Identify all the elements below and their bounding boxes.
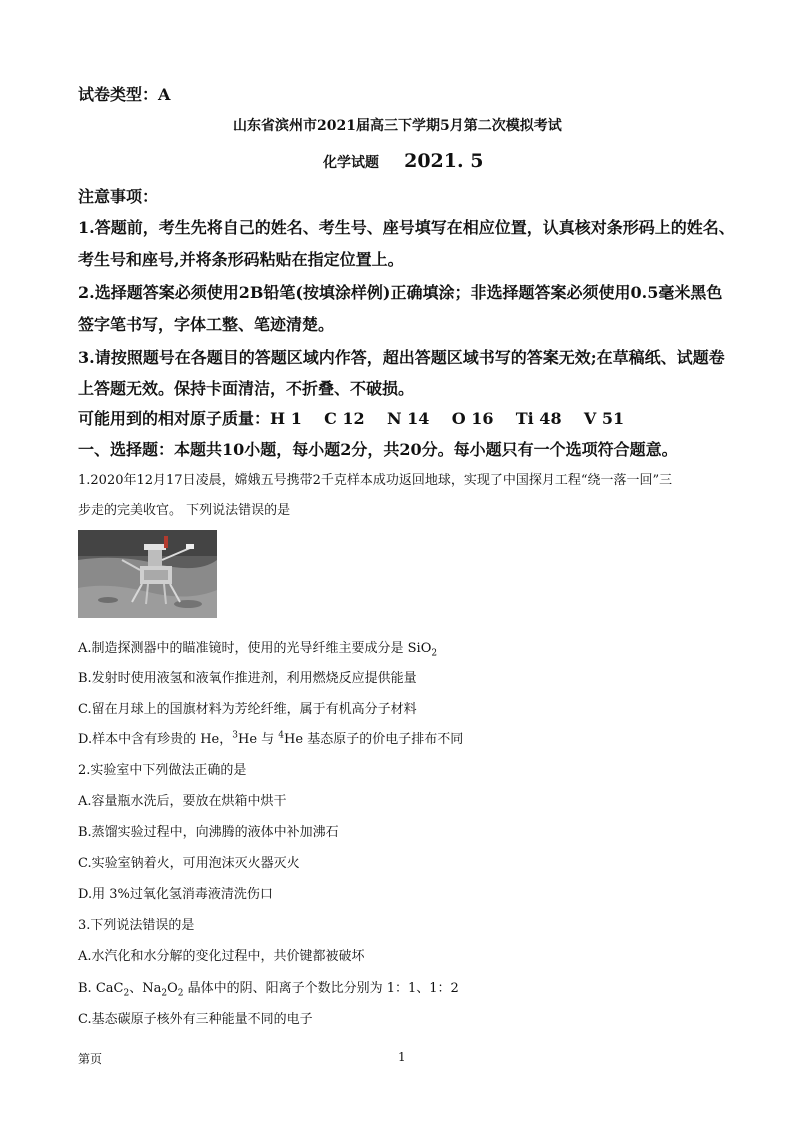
option-text: A.制造探测器中的瞄准镜时，使用的光导纤维主要成分是 SiO: [78, 641, 432, 656]
notice-line: 1.答题前，考生先将自己的姓名、考生号、座号填写在相应位置，认真核对条形码上的姓名、: [78, 218, 735, 237]
option-text: D.样本中含有珍贵的 He，: [78, 732, 233, 747]
exam-title: 山东省滨州市2021届高三下学期5月第二次模拟考试: [233, 118, 562, 134]
superscript: 3: [232, 730, 238, 741]
option-text: 、Na: [129, 981, 162, 996]
paper-type: 试卷类型：A: [78, 85, 171, 104]
notice-line: 上答题无效。保持卡面清洁，不折叠、不破损。: [78, 379, 415, 398]
section-heading: 一、选择题：本题共10小题，每小题2分，共20分。每小题只有一个选项符合题意。: [78, 440, 678, 459]
question-stem: 3.下列说法错误的是: [78, 918, 195, 933]
page-label: 第页: [78, 1052, 103, 1066]
page-number: 1: [398, 1050, 406, 1064]
lunar-lander-photo: [78, 530, 217, 618]
notice-heading: 注意事项：: [78, 187, 159, 206]
option-b: B.蒸馏实验过程中，向沸腾的液体中补加沸石: [78, 825, 339, 840]
notice-line: 2.选择题答案必须使用2B铅笔(按填涂样例)正确填涂；非选择题答案必须使用0.5毫米黑色: [78, 283, 723, 302]
notice-line: 签字笔书写，字体工整、笔迹清楚。: [78, 315, 335, 334]
option-d: D.用 3%过氧化氢消毒液清洗伤口: [78, 887, 273, 902]
option-a: [78, 637, 437, 659]
option-text: O: [167, 981, 178, 996]
exam-date: 2021. 5: [404, 150, 484, 172]
question-stem: 步走的完美收官。 下列说法错误的是: [78, 503, 291, 518]
option-c: C.留在月球上的国旗材料为芳纶纤维，属于有机高分子材料: [78, 702, 417, 717]
option-text: He 与: [238, 732, 279, 747]
subscript: 2: [123, 988, 130, 999]
option-c: C.基态碳原子核外有三种能量不同的电子: [78, 1012, 313, 1027]
question-stem: 1.2020年12月17日凌晨，嫦娥五号携带2千克样本成功返回地球，实现了中国探月工程“绕一落一回”三: [78, 473, 673, 488]
subject-line: [323, 150, 483, 172]
option-b: [78, 977, 459, 999]
lander-photo-graphic: [78, 530, 217, 618]
subscript: 2: [177, 988, 184, 999]
superscript: 4: [278, 730, 285, 741]
atomic-masses: 可能用到的相对原子质量：H 1 C 12 N 14 O 16 Ti 48 V 51: [78, 409, 625, 428]
subscript: 2: [431, 648, 438, 659]
subject: 化学试题: [323, 155, 379, 171]
option-c: C.实验室钠着火，可用泡沫灭火器灭火: [78, 856, 300, 871]
notice-line: 3.请按照题号在各题目的答题区域内作答，超出答题区域书写的答案无效;在草稿纸、试题卷: [78, 348, 725, 367]
option-text: B. CaC: [78, 981, 124, 996]
option-a: A.水汽化和水分解的变化过程中，共价键都被破坏: [78, 949, 365, 964]
option-text: He 基态原子的价电子排布不同: [284, 732, 464, 747]
subscript: 2: [161, 988, 168, 999]
option-d: [78, 728, 463, 747]
option-text: 晶体中的阴、阳离子个数比分别为 1：1、1：2: [183, 981, 459, 996]
option-b: B.发射时使用液氢和液氧作推进剂，利用燃烧反应提供能量: [78, 671, 417, 686]
option-a: A.容量瓶水洗后，要放在烘箱中烘干: [78, 794, 287, 809]
notice-line: 考生号和座号,并将条形码粘贴在指定位置上。: [78, 250, 404, 269]
question-stem: 2.实验室中下列做法正确的是: [78, 763, 247, 778]
